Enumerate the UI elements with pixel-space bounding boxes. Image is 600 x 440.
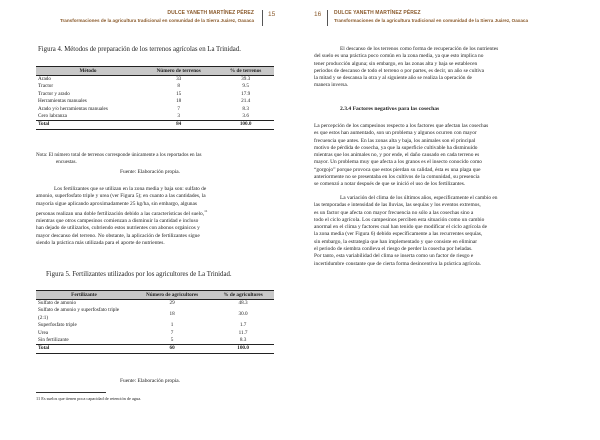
figure4-note-line1: Nota: El número total de terrenos corresponde únicamente a los reportados en las [36, 152, 202, 158]
figure4-col-percent: % de terrenos [217, 67, 274, 76]
figure4-row [36, 98, 274, 105]
figure4-note-line2: encuestas. [56, 159, 77, 165]
figure5-total-cell: 60 [132, 345, 212, 353]
figure5-total-row [36, 345, 274, 353]
right-header-subtitle: Transformaciones de la agricultura tradicional en comunidad de la Sierra Juárez, Oaxaca [334, 18, 529, 23]
figure5-cell: 5 [170, 337, 174, 344]
figure4-cell: 3 [177, 113, 180, 120]
paragraph-line: amonio, superfosfato triple y urea (ver Figura 5); en cuanto a las cantidades, la [36, 193, 206, 200]
figure5-header-row [36, 291, 274, 300]
figure4-cell: Herramientas manuales [38, 98, 87, 105]
figure5-cell: 7 [170, 329, 174, 336]
figure5-cell: 18 [169, 311, 175, 318]
climate-paragraph [314, 195, 560, 268]
factors-paragraph [314, 123, 560, 189]
section-heading: 2.3.4 Factores negativos para las cosechas [340, 106, 440, 112]
paragraph-line: sin embargo, la estrategia que han implementado y que consiste en eliminar [314, 238, 478, 245]
figure4-source: Fuente: Elaboración propia. [120, 169, 181, 175]
figure4-col-count: Número de terrenos [140, 67, 217, 76]
figure4-total-row [36, 121, 274, 129]
figure5-cell: 48.3 [238, 300, 248, 306]
figure5-row [36, 330, 274, 337]
left-header-divider [262, 10, 263, 26]
right-page-number: 16 [314, 11, 322, 18]
footnote-rule [36, 392, 106, 393]
right-header-author: DULCE YANETH MARTÍNEZ PÉREZ [334, 10, 421, 16]
figure4-cell: Cero labranza [38, 113, 67, 120]
figure5-row [36, 322, 274, 329]
figure5-table [36, 290, 274, 354]
paragraph-line: es que estos han aumentado, son un problema y algunos ocurren con mayor [314, 130, 477, 137]
footnote: 11 Es suelos que tienen poca capacidad de retención de agua. [36, 396, 142, 401]
figure5-total-cell: Total [36, 345, 132, 353]
figure5-cell: 11.7 [238, 329, 248, 336]
paragraph-line: frecuencia que antes. En las zonas alta y baja, los animales son el principal [314, 137, 476, 144]
left-header-subtitle: Transformaciones de la agricultura tradicional en comunidad de la Sierra Juárez, Oaxaca [59, 18, 254, 23]
figure5-cell: 1.7 [239, 322, 247, 329]
figure4-row [36, 83, 274, 90]
paragraph-line: tener producción alguna; sin embargo, en las zonas alta y baja se establecen [314, 60, 478, 67]
paragraph-line: la mitad y se descansa la otra y al siguiente año se realiza la operación de [314, 75, 472, 82]
figure5-cell: Sulfato de amonio y superfosfato triple (2:1) [38, 307, 120, 321]
paragraph-line: La percepción de los campesinos respecto a los factores que afectan las cosechas [314, 123, 489, 129]
right-page [300, 0, 600, 440]
paragraph-line: El descanso de los terrenos como forma de recuperación de los nutrientes [340, 46, 499, 52]
figure5-row [36, 337, 274, 345]
paragraph-line: incertidumbre constante que de cierta forma desincentiva la práctica agrícola. [314, 260, 482, 267]
figure4-cell: 9.5 [242, 83, 249, 90]
paragraph-line: el periodo de siembra conlleva el riesgo de perder la cosecha por heladas. [314, 246, 473, 253]
paragraph-line: han dejado de utilizarlos, cubriendo estos nutrientes con abonos orgánicos y [36, 225, 200, 232]
figure4-total-cell: Total [36, 121, 140, 129]
left-header [59, 10, 254, 24]
paragraph-line: anteriormente no se presentaba en los cultivos de la comunidad, su presencia [314, 174, 480, 181]
figure5-cell: Sin fertilizante [38, 337, 69, 344]
figure5-cell: Sulfato de amonio [38, 300, 77, 306]
rest-paragraph [314, 46, 560, 90]
figure4-cell: 15 [176, 90, 182, 97]
figure4-total-cell: 84 [140, 121, 217, 129]
paragraph-line: es un factor que afecta con mayor frecuencia no sólo a las cosechas sino a [314, 209, 474, 216]
figure4-total-cell: 100.0 [217, 121, 274, 129]
figure5-total-cell: 100.0 [212, 345, 274, 353]
figure4-cell: 33 [176, 76, 182, 82]
figure4-cell: 21.4 [241, 98, 251, 105]
figure4-cell: 39.3 [241, 76, 251, 82]
paragraph-line: mientras que los animales no, y por ende, el daño causado en cada terreno es [314, 152, 480, 159]
paragraph-line: manera inversa. [314, 82, 349, 89]
figure4-cell: Tractor [38, 83, 54, 90]
figure4-cell: Tractor y arado [38, 90, 70, 97]
figure4-cell: 17.9 [241, 90, 251, 97]
figure4-cell: 8.3 [242, 105, 249, 112]
paragraph-line: mientras que otros campesinos comienzan a disminuir la cantidad e incluso [36, 217, 199, 224]
figure4-row [36, 76, 274, 84]
paragraph-line: mayor. Un problema muy que afecta a los granos es el insecto conocido como [314, 159, 482, 166]
paragraph-line: anormal en el clima y factores cual han tenido que modificar el ciclo agrícola de [314, 224, 488, 231]
figure4-row [36, 91, 274, 98]
paragraph-line: La variación del clima de los últimos años, específicamente el cambio en [340, 195, 498, 201]
figure5-cell: Superfosfato triple [38, 322, 77, 329]
figure4-table [36, 66, 274, 130]
right-header-divider [327, 10, 328, 26]
paragraph-line: las temporadas e intensidad de las lluvias, las sequías y los eventos extremos, [314, 202, 481, 209]
figure5-cell: 30.0 [238, 311, 248, 318]
figure4-row [36, 106, 274, 113]
figure4-cell: 7 [177, 105, 180, 112]
figure4-header-row [36, 67, 274, 76]
figure4-cell: 8 [177, 83, 180, 90]
figure5-caption: Figura 5. Fertilizantes utilizados por los agricultores de La Trinidad. [46, 271, 232, 278]
paragraph-line: del suelo es una práctica poco común en la zona media, ya que esto implica no [314, 53, 484, 60]
paragraph-line: mayor descanso del terreno. No obstante, la aplicación de fertilizantes sigue [36, 232, 200, 239]
figure5-col-fertilizer: Fertilizante [36, 291, 132, 300]
paragraph-line: periodos de descanso de todo el terreno o por partes, es decir, un año se cultiva [314, 67, 484, 74]
figure4-cell: 3.6 [242, 113, 249, 120]
figure4-row [36, 113, 274, 121]
paragraph-line-text: personas realizan una doble fertilización debido a las características del suelo, [36, 210, 205, 217]
fertilizer-paragraph [36, 186, 274, 247]
figure4-col-method: Método [36, 67, 140, 76]
paragraph-line: motivo de pérdida de cosecha, ya que la superficie cultivable ha disminuido [314, 144, 478, 151]
figure5-col-percent: % de agricultores [212, 291, 274, 300]
footnote-marker: 11 [204, 208, 208, 213]
left-page-number: 15 [268, 11, 276, 18]
figure5-cell: 1 [170, 322, 174, 329]
figure5-row [36, 307, 274, 322]
paragraph-line: “gorgojo” porque provoca que estos pierdan su calidad, ésta es una plaga que [314, 166, 481, 173]
figure5-cell: 8.3 [239, 337, 247, 344]
paragraph-line [36, 208, 274, 218]
paragraph-line: Los fertilizantes que se utilizan en la zona media y baja son: sulfato de [54, 186, 207, 192]
figure4-cell: Arado [38, 76, 51, 82]
figure5-cell: Urea [38, 329, 49, 336]
figure5-source: Fuente: Elaboración propia. [120, 378, 181, 384]
paragraph-line: se comenzó a notar después de que se inició el uso de los fertilizantes. [314, 181, 466, 188]
paragraph-line: siendo la práctica más utilizada para el aporte de nutrientes. [36, 239, 165, 246]
paragraph-line: todo el ciclo agrícola. Los campesinos perciben esta situación como un cambio [314, 216, 485, 223]
paragraph-line: la zona media (ver Figura 6) debido específicamente a las recurrentes sequías, [314, 231, 483, 238]
paragraph-line: mayoría sigue aplicando aproximadamente 25 kg/ha, sin embargo, algunas [36, 200, 197, 207]
figure4-caption: Figura 4. Métodos de preparación de los terrenos agrícolas en La Trinidad. [38, 46, 241, 53]
figure5-col-count: Número de agricultores [132, 291, 212, 300]
paragraph-line: Por tanto, esta variabilidad del clima se inserta como un factor de riesgo e [314, 253, 474, 260]
figure5-cell: 29 [169, 300, 175, 306]
figure4-cell: 18 [176, 98, 182, 105]
figure4-note [36, 152, 202, 166]
right-header [334, 10, 574, 24]
left-header-author: DULCE YANETH MARTÍNEZ PÉREZ [167, 10, 254, 16]
figure4-cell: Arado y/o herramientas manuales [38, 105, 108, 112]
